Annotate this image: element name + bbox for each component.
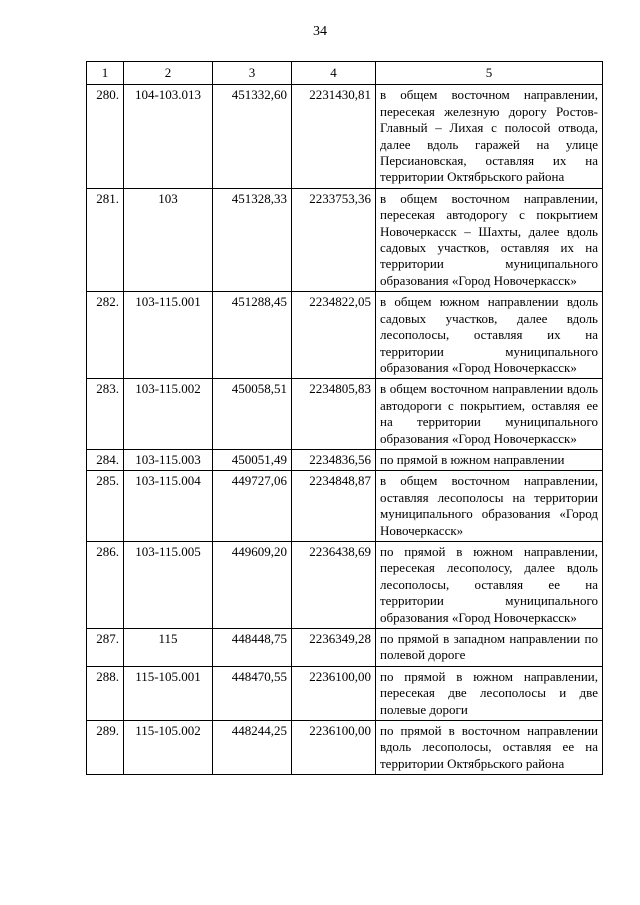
column-header: 2 [124,62,213,85]
point-id: 103 [124,188,213,291]
column-header: 4 [292,62,376,85]
table-row [87,85,603,188]
row-number: 288. [87,666,124,720]
boundary-description: по прямой в южном направлении [376,449,603,470]
coordinate-y: 2236438,69 [292,541,376,628]
coordinate-x: 451332,60 [213,85,292,188]
table-row [87,666,603,720]
boundary-description: по прямой в западном направлении по полевой дороге [376,629,603,667]
point-id: 115-105.001 [124,666,213,720]
table-row [87,188,603,291]
row-number: 280. [87,85,124,188]
boundary-description: по прямой в южном направлении, пересекая две лесополосы и две полевые дороги [376,666,603,720]
row-number: 286. [87,541,124,628]
coordinate-y: 2236349,28 [292,629,376,667]
coordinate-x: 451328,33 [213,188,292,291]
point-id: 103-115.001 [124,292,213,379]
point-id: 103-115.004 [124,471,213,542]
point-id: 104-103.013 [124,85,213,188]
table-row [87,721,603,775]
table-row [87,471,603,542]
table-row [87,629,603,667]
boundary-description: по прямой в южном направлении, пересекая лесополосу, далее вдоль лесополосы, оставляя ее на территории муниципального образования «Город Новочеркасск» [376,541,603,628]
coordinate-y: 2233753,36 [292,188,376,291]
table-row [87,449,603,470]
coordinate-y: 2236100,00 [292,721,376,775]
column-header: 5 [376,62,603,85]
coordinate-x: 450051,49 [213,449,292,470]
row-number: 289. [87,721,124,775]
point-id: 103-115.002 [124,379,213,450]
coordinate-y: 2234836,56 [292,449,376,470]
coordinate-y: 2236100,00 [292,666,376,720]
coordinate-y: 2234805,83 [292,379,376,450]
coordinate-y: 2234822,05 [292,292,376,379]
point-id: 115 [124,629,213,667]
coordinate-x: 449609,20 [213,541,292,628]
column-header: 1 [87,62,124,85]
coordinate-x: 449727,06 [213,471,292,542]
row-number: 282. [87,292,124,379]
coordinate-x: 450058,51 [213,379,292,450]
point-id: 115-105.002 [124,721,213,775]
row-number: 281. [87,188,124,291]
boundary-description: в общем восточном направлении, оставляя лесополосы на территории муниципального образования «Город Новочеркасск» [376,471,603,542]
boundary-description: в общем восточном направлении вдоль автодороги с покрытием, оставляя ее на территории муниципального образования «Город Новочеркасск» [376,379,603,450]
boundary-description: в общем восточном направлении, пересекая железную дорогу Ростов-Главный – Лихая с полосой отвода, далее вдоль гаражей на улице Персиановская, оставляя их на территории Октябрьского района [376,85,603,188]
table-row [87,541,603,628]
table-row [87,379,603,450]
coordinate-y: 2231430,81 [292,85,376,188]
column-header: 3 [213,62,292,85]
row-number: 287. [87,629,124,667]
boundary-description: по прямой в восточном направлении вдоль лесополосы, оставляя ее на территории Октябрьского района [376,721,603,775]
page-number: 34 [313,24,327,39]
row-number: 284. [87,449,124,470]
coordinate-x: 448448,75 [213,629,292,667]
table-row [87,292,603,379]
point-id: 103-115.005 [124,541,213,628]
boundary-description: в общем южном направлении вдоль садовых участков, далее вдоль лесополосы, оставляя их на территории муниципального образования «Город Новочеркасск» [376,292,603,379]
boundary-description: в общем восточном направлении, пересекая автодорогу с покрытием Новочеркасск – Шахты, далее вдоль садовых участков, оставляя их на территории муниципального образования «Город Новочеркасск» [376,188,603,291]
coordinate-y: 2234848,87 [292,471,376,542]
table-header-row [87,62,603,85]
boundary-description-table [86,61,603,775]
coordinate-x: 451288,45 [213,292,292,379]
point-id: 103-115.003 [124,449,213,470]
coordinate-x: 448470,55 [213,666,292,720]
row-number: 283. [87,379,124,450]
row-number: 285. [87,471,124,542]
coordinate-x: 448244,25 [213,721,292,775]
